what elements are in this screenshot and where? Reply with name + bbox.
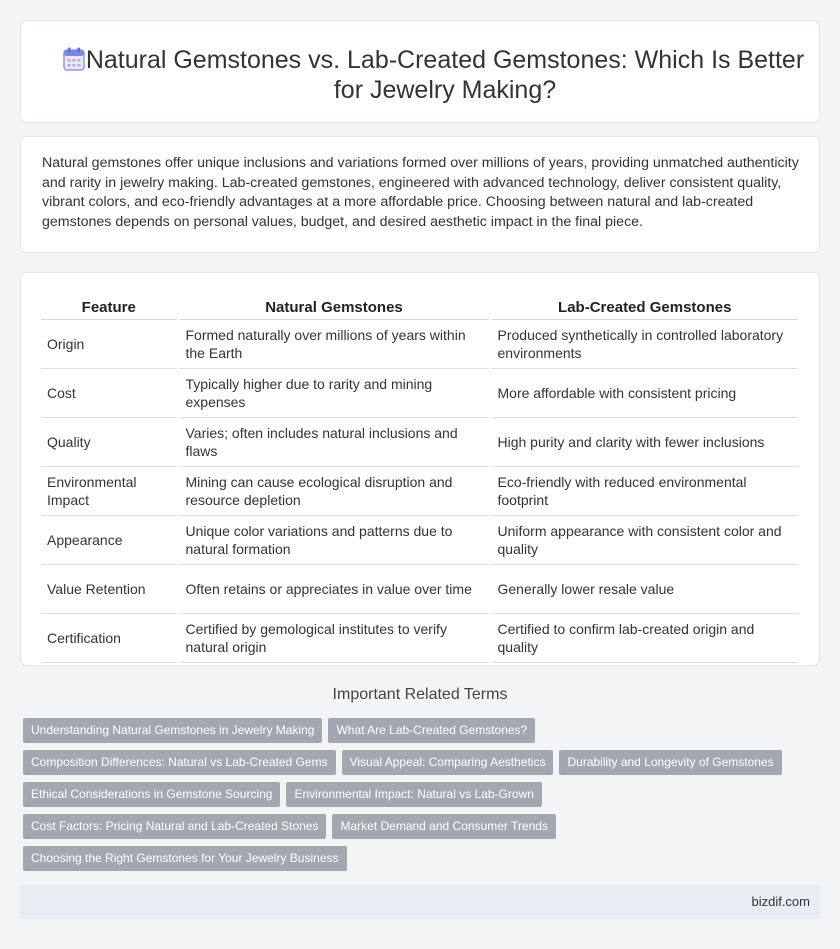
related-term-tag[interactable]: Visual Appeal: Comparing Aesthetics — [342, 750, 554, 775]
natural-cell: Varies; often includes natural inclusions and flaws — [178, 417, 490, 466]
table-row — [41, 515, 798, 564]
related-term-tag[interactable]: Cost Factors: Pricing Natural and Lab-Created Stones — [23, 814, 326, 839]
footer-site-link[interactable]: bizdif.com — [751, 894, 810, 909]
related-term-tag[interactable]: Environmental Impact: Natural vs Lab-Grown — [286, 782, 541, 807]
related-term-tag[interactable]: Composition Differences: Natural vs Lab-Created Gems — [23, 750, 336, 775]
tag-row-5 — [23, 846, 823, 871]
natural-cell: Typically higher due to rarity and mining expenses — [178, 368, 490, 417]
related-term-tag[interactable]: What Are Lab-Created Gemstones? — [328, 718, 535, 743]
natural-cell: Unique color variations and patterns due to natural formation — [178, 515, 490, 564]
header-lab-created: Lab-Created Gemstones — [490, 296, 798, 319]
related-term-tag[interactable]: Ethical Considerations in Gemstone Sourcing — [23, 782, 280, 807]
tag-row-1 — [23, 718, 823, 743]
natural-cell: Formed naturally over millions of years within the Earth — [178, 319, 490, 368]
related-term-tag[interactable]: Choosing the Right Gemstones for Your Jewelry Business — [23, 846, 347, 871]
feature-cell: Cost — [41, 368, 178, 417]
natural-cell: Mining can cause ecological disruption and resource depletion — [178, 466, 490, 515]
lab-created-cell: Uniform appearance with consistent color and quality — [490, 515, 798, 564]
title-card — [20, 20, 820, 123]
page-title: Natural Gemstones vs. Lab-Created Gemstones: Which Is Better for Jewelry Making? — [85, 46, 805, 104]
feature-cell: Quality — [41, 417, 178, 466]
comparison-table — [41, 296, 798, 663]
lab-created-cell: More affordable with consistent pricing — [490, 368, 798, 417]
table-row — [41, 466, 798, 515]
intro-paragraph: Natural gemstones offer unique inclusions and variations formed over millions of years, providing unmatched authenticity and rarity in jewelry making. Lab-created gemstones, engineered with advanced technology, deliver consistent quality, vibrant colors, and eco-friendly advantages at a more affordable price. Choosing between natural and lab-created gemstones depends on personal values, budget, and desired aesthetic impact in the final piece. — [42, 155, 799, 230]
footer — [20, 885, 820, 919]
feature-cell: Certification — [41, 613, 178, 662]
lab-created-cell: Generally lower resale value — [490, 564, 798, 613]
table-row — [41, 368, 798, 417]
tag-row-2 — [23, 750, 823, 775]
feature-cell: Environmental Impact — [41, 466, 178, 515]
table-row — [41, 564, 798, 613]
table-header-row — [41, 296, 798, 319]
natural-cell: Certified by gemological institutes to verify natural origin — [178, 613, 490, 662]
related-term-tag[interactable]: Durability and Longevity of Gemstones — [559, 750, 781, 775]
table-row — [41, 613, 798, 662]
related-term-tag[interactable]: Market Demand and Consumer Trends — [332, 814, 555, 839]
lab-created-cell: Certified to confirm lab-created origin and quality — [490, 613, 798, 662]
intro-card — [20, 136, 820, 253]
related-term-tag[interactable]: Understanding Natural Gemstones in Jewelry Making — [23, 718, 322, 743]
comparison-card — [20, 272, 820, 666]
lab-created-cell: Eco-friendly with reduced environmental footprint — [490, 466, 798, 515]
tag-row-4 — [23, 814, 823, 839]
table-row — [41, 417, 798, 466]
lab-created-cell: Produced synthetically in controlled laboratory environments — [490, 319, 798, 368]
natural-cell: Often retains or appreciates in value over time — [178, 564, 490, 613]
feature-cell: Appearance — [41, 515, 178, 564]
table-row — [41, 319, 798, 368]
related-terms-heading: Important Related Terms — [332, 686, 508, 703]
header-feature: Feature — [41, 296, 178, 319]
feature-cell: Value Retention — [41, 564, 178, 613]
tag-row-3 — [23, 782, 823, 807]
lab-created-cell: High purity and clarity with fewer inclusions — [490, 417, 798, 466]
feature-cell: Origin — [41, 319, 178, 368]
header-natural: Natural Gemstones — [178, 296, 490, 319]
